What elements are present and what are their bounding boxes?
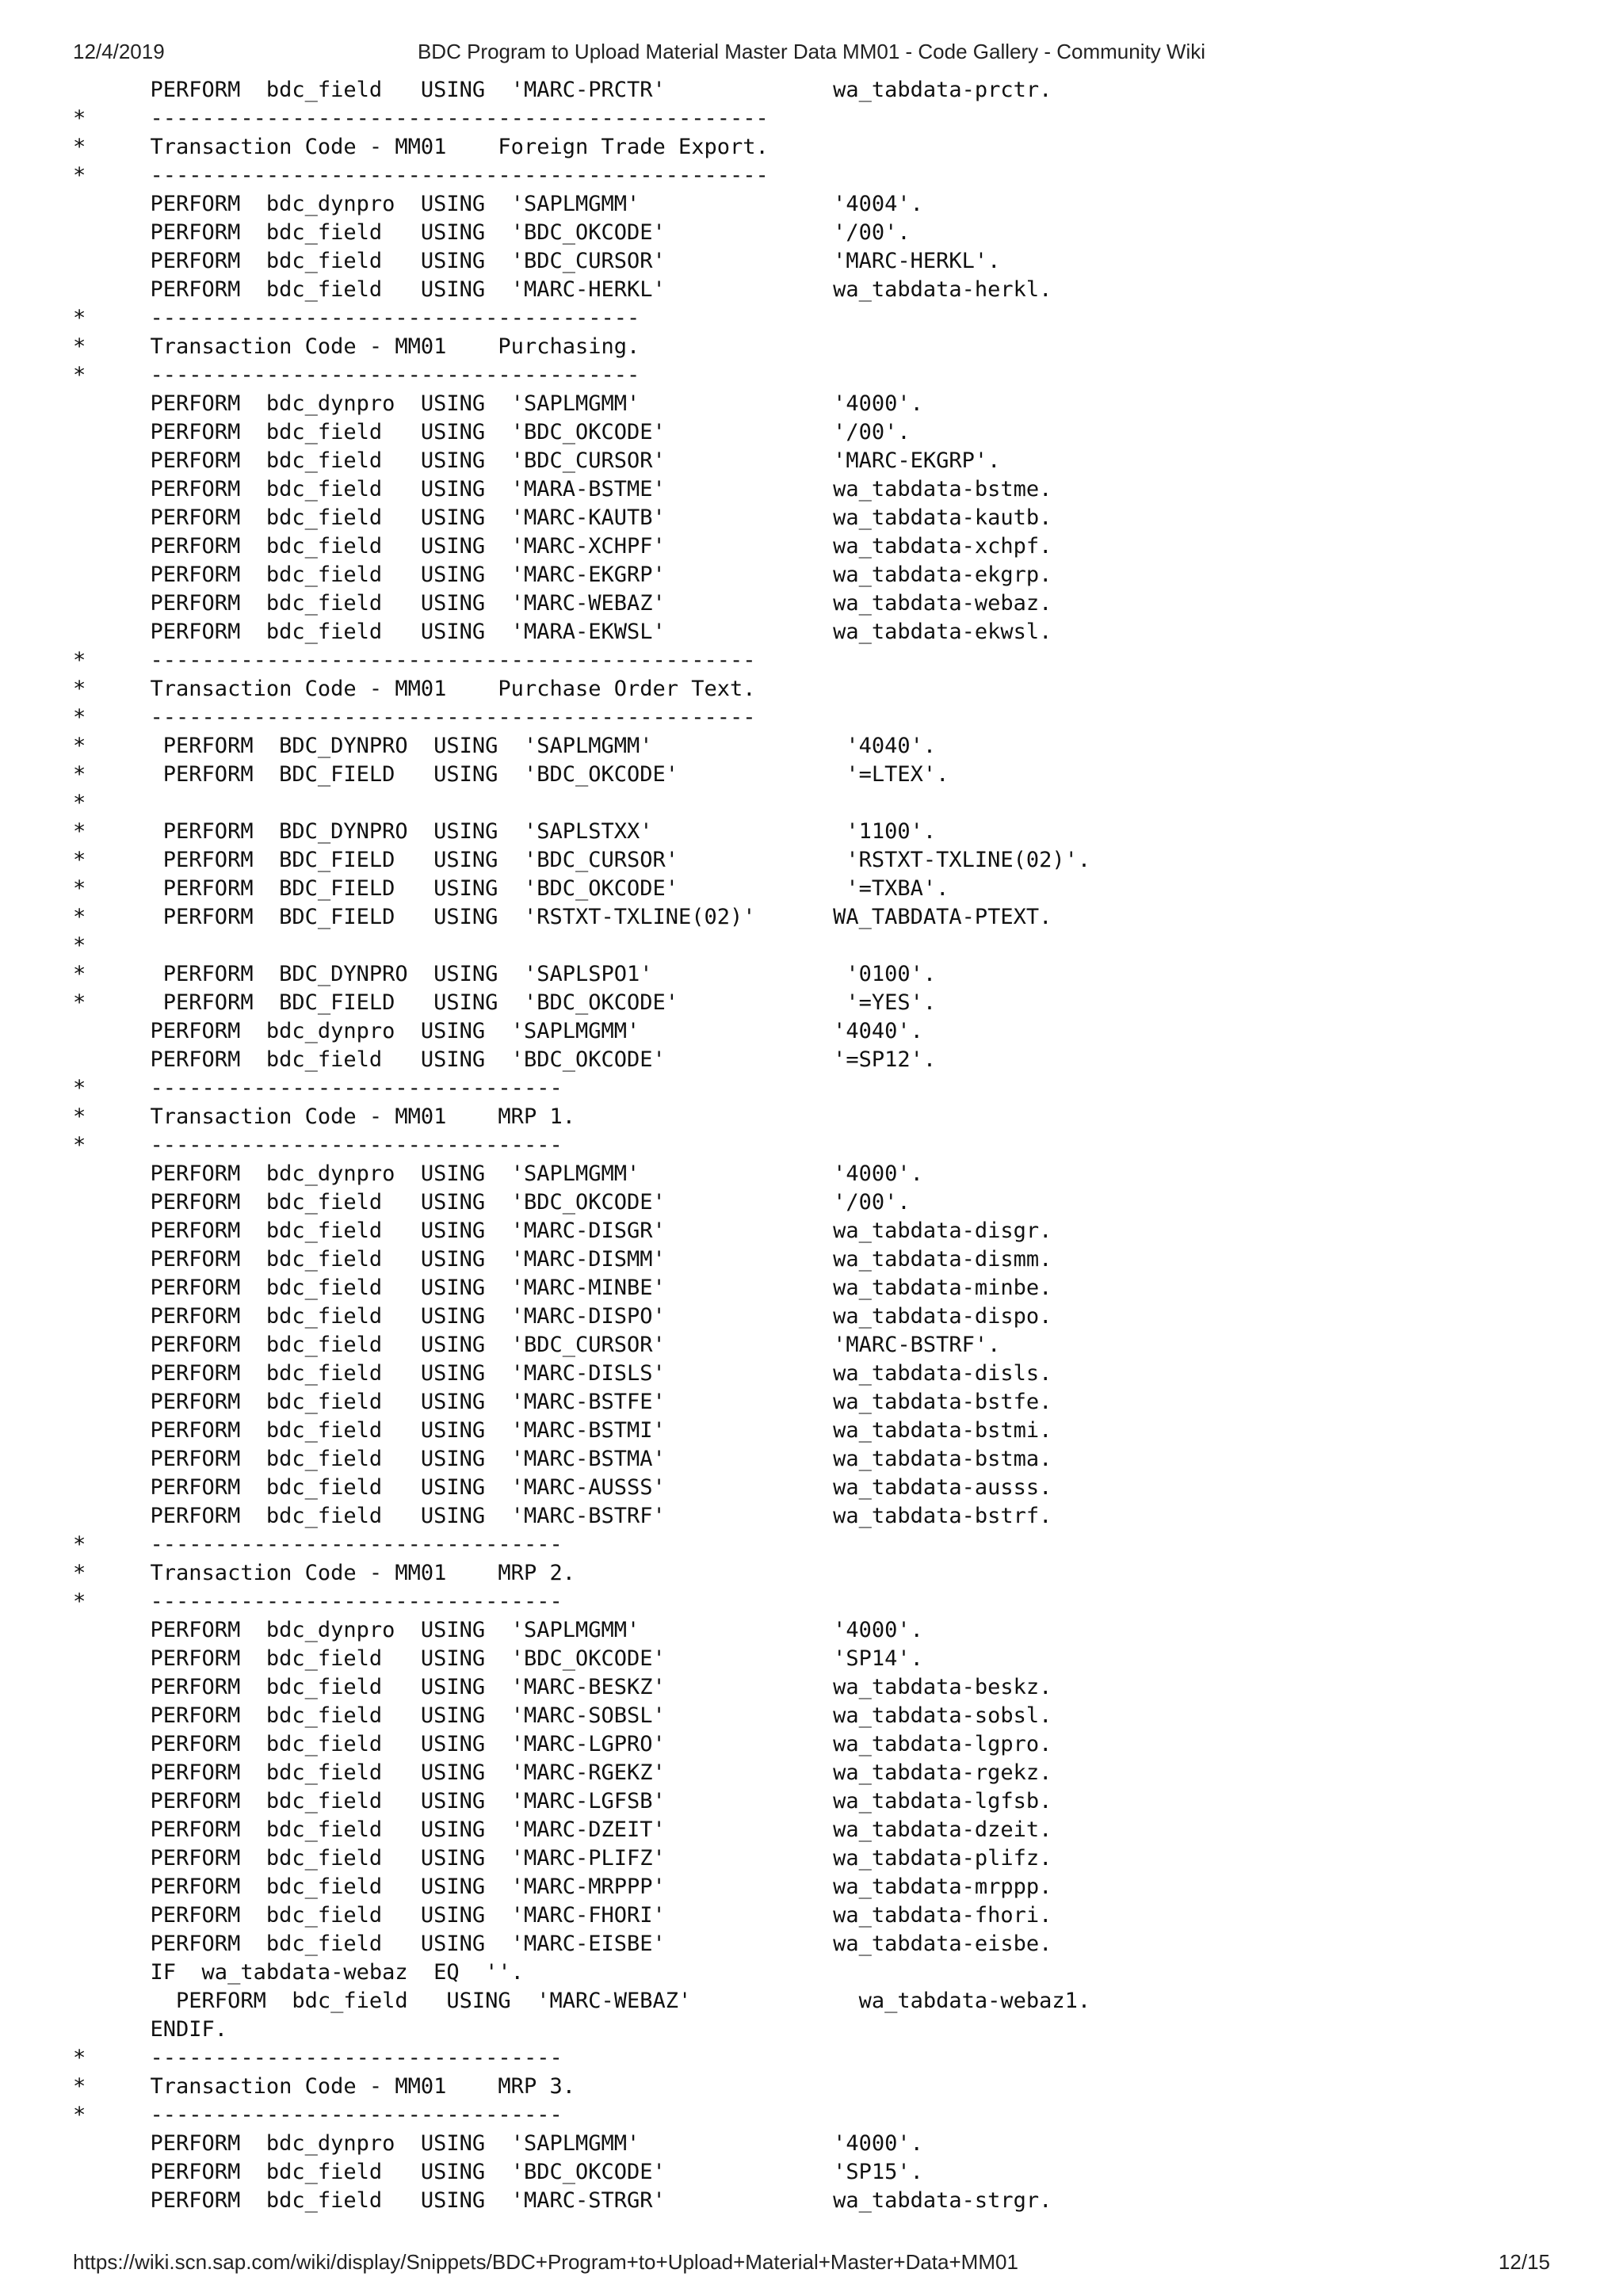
code-line: PERFORM bdc_field USING 'BDC_OKCODE' '=SP12'.	[73, 1047, 937, 1072]
code-line: * Transaction Code - MM01 Foreign Trade Export.	[73, 135, 769, 159]
code-line: PERFORM bdc_field USING 'MARC-MRPPP' wa_tabdata-mrppp.	[73, 1875, 1052, 1899]
code-line: PERFORM bdc_field USING 'MARC-STRGR' wa_tabdata-strgr.	[73, 2188, 1052, 2213]
code-line: * Transaction Code - MM01 MRP 1.	[73, 1104, 575, 1129]
code-line: PERFORM bdc_field USING 'BDC_CURSOR' 'MARC-HERKL'.	[73, 249, 1001, 273]
code-line: PERFORM bdc_field USING 'BDC_CURSOR' 'MARC-EKGRP'.	[73, 448, 1001, 473]
code-line: * PERFORM BDC_FIELD USING 'BDC_CURSOR' 'RSTXT-TXLINE(02)'.	[73, 848, 1091, 872]
code-line: * PERFORM BDC_DYNPRO USING 'SAPLSTXX' '1100'.	[73, 819, 937, 844]
code-line: IF wa_tabdata-webaz EQ ''.	[73, 1960, 524, 1985]
code-line: PERFORM bdc_field USING 'BDC_OKCODE' 'SP14'.	[73, 1646, 923, 1671]
code-line: PERFORM bdc_field USING 'MARC-LGPRO' wa_tabdata-lgpro.	[73, 1732, 1052, 1756]
code-line: PERFORM bdc_field USING 'MARC-MINBE' wa_tabdata-minbe.	[73, 1276, 1052, 1300]
code-line: PERFORM bdc_field USING 'MARC-DISPO' wa_tabdata-dispo.	[73, 1304, 1052, 1329]
code-line: PERFORM bdc_field USING 'BDC_OKCODE' '/00'.	[73, 1190, 911, 1215]
code-line: * ------------------------------------------------	[73, 106, 769, 131]
page-title: BDC Program to Upload Material Master Data MM01 - Code Gallery - Community Wiki	[417, 40, 1206, 63]
code-line: PERFORM bdc_field USING 'MARC-BSTMI' wa_tabdata-bstmi.	[73, 1418, 1052, 1443]
code-line: * Transaction Code - MM01 Purchase Order Text.	[73, 677, 756, 701]
code-line: PERFORM bdc_field USING 'BDC_OKCODE' '/00'.	[73, 220, 911, 245]
code-line: * --------------------------------	[73, 1532, 563, 1557]
code-line: PERFORM bdc_field USING 'MARC-EKGRP' wa_tabdata-ekgrp.	[73, 563, 1052, 587]
code-line: PERFORM bdc_field USING 'MARC-BSTRF' wa_tabdata-bstrf.	[73, 1504, 1052, 1528]
code-line: * Transaction Code - MM01 Purchasing.	[73, 334, 640, 359]
code-line: PERFORM bdc_field USING 'MARC-DZEIT' wa_tabdata-dzeit.	[73, 1817, 1052, 1842]
code-listing	[73, 76, 1579, 2215]
code-line: * PERFORM BDC_DYNPRO USING 'SAPLSPO1' '0100'.	[73, 962, 937, 986]
code-line: PERFORM bdc_field USING 'MARC-PRCTR' wa_tabdata-prctr.	[73, 78, 1052, 102]
code-line: PERFORM bdc_field USING 'MARC-LGFSB' wa_tabdata-lgfsb.	[73, 1789, 1052, 1814]
code-line: PERFORM bdc_field USING 'MARC-RGEKZ' wa_tabdata-rgekz.	[73, 1760, 1052, 1785]
code-line: PERFORM bdc_field USING 'MARC-AUSSS' wa_tabdata-ausss.	[73, 1475, 1052, 1500]
code-line: *	[73, 791, 86, 815]
code-line: PERFORM bdc_dynpro USING 'SAPLMGMM' '4000'.	[73, 1161, 923, 1186]
code-line: ENDIF.	[73, 2017, 228, 2042]
code-line: PERFORM bdc_field USING 'MARC-WEBAZ' wa_tabdata-webaz1.	[73, 1989, 1091, 2013]
code-line: * PERFORM BDC_FIELD USING 'BDC_OKCODE' '=YES'.	[73, 990, 937, 1015]
code-line: * PERFORM BDC_FIELD USING 'BDC_OKCODE' '=LTEX'.	[73, 762, 949, 787]
code-line: PERFORM bdc_dynpro USING 'SAPLMGMM' '4040'.	[73, 1019, 923, 1043]
code-line: PERFORM bdc_field USING 'MARC-BSTFE' wa_tabdata-bstfe.	[73, 1390, 1052, 1414]
code-line: PERFORM bdc_field USING 'MARA-EKWSL' wa_tabdata-ekwsl.	[73, 620, 1052, 644]
code-line: * --------------------------------	[73, 1133, 563, 1158]
code-line: PERFORM bdc_field USING 'MARC-BESKZ' wa_tabdata-beskz.	[73, 1675, 1052, 1699]
code-line: PERFORM bdc_field USING 'BDC_OKCODE' '/00'.	[73, 420, 911, 444]
code-line: *	[73, 933, 86, 958]
code-line: * --------------------------------------	[73, 306, 640, 330]
code-line: PERFORM bdc_field USING 'MARC-KAUTB' wa_tabdata-kautb.	[73, 505, 1052, 530]
code-line: PERFORM bdc_field USING 'MARC-HERKL' wa_tabdata-herkl.	[73, 277, 1052, 302]
code-line: PERFORM bdc_field USING 'MARC-EISBE' wa_tabdata-eisbe.	[73, 1932, 1052, 1956]
page-url: https://wiki.scn.sap.com/wiki/display/Snippets/BDC+Program+to+Upload+Material+Master+Data+MM01	[73, 2250, 1018, 2274]
code-line: PERFORM bdc_dynpro USING 'SAPLMGMM' '4004'.	[73, 192, 923, 216]
code-line: * Transaction Code - MM01 MRP 3.	[73, 2074, 575, 2099]
code-line: * ------------------------------------------------	[73, 163, 769, 188]
code-line: * --------------------------------	[73, 1589, 563, 1614]
code-line: * -----------------------------------------------	[73, 705, 756, 730]
code-line: * PERFORM BDC_DYNPRO USING 'SAPLMGMM' '4040'.	[73, 734, 937, 758]
code-line: * --------------------------------	[73, 1076, 563, 1100]
code-line: PERFORM bdc_field USING 'MARC-PLIFZ' wa_tabdata-plifz.	[73, 1846, 1052, 1871]
code-line: PERFORM bdc_field USING 'MARC-FHORI' wa_tabdata-fhori.	[73, 1903, 1052, 1928]
code-line: * --------------------------------	[73, 2103, 563, 2127]
code-line: PERFORM bdc_dynpro USING 'SAPLMGMM' '4000'.	[73, 2131, 923, 2156]
code-line: * --------------------------------------	[73, 363, 640, 387]
code-line: * -----------------------------------------------	[73, 648, 756, 673]
code-line: PERFORM bdc_field USING 'MARC-XCHPF' wa_tabdata-xchpf.	[73, 534, 1052, 559]
code-line: * PERFORM BDC_FIELD USING 'RSTXT-TXLINE(02)' WA_TABDATA-PTEXT.	[73, 905, 1052, 929]
code-line: PERFORM bdc_field USING 'MARA-BSTME' wa_tabdata-bstme.	[73, 477, 1052, 502]
code-line: PERFORM bdc_field USING 'MARC-SOBSL' wa_tabdata-sobsl.	[73, 1703, 1052, 1728]
code-line: PERFORM bdc_field USING 'MARC-DISMM' wa_tabdata-dismm.	[73, 1247, 1052, 1272]
code-line: PERFORM bdc_dynpro USING 'SAPLMGMM' '4000'.	[73, 1618, 923, 1642]
code-line: * Transaction Code - MM01 MRP 2.	[73, 1561, 575, 1585]
code-line: PERFORM bdc_field USING 'MARC-DISLS' wa_tabdata-disls.	[73, 1361, 1052, 1386]
code-line: PERFORM bdc_dynpro USING 'SAPLMGMM' '4000'.	[73, 391, 923, 416]
code-line: * PERFORM BDC_FIELD USING 'BDC_OKCODE' '=TXBA'.	[73, 876, 949, 901]
code-line: PERFORM bdc_field USING 'BDC_CURSOR' 'MARC-BSTRF'.	[73, 1333, 1001, 1357]
code-line: * --------------------------------	[73, 2046, 563, 2070]
code-line: PERFORM bdc_field USING 'MARC-WEBAZ' wa_tabdata-webaz.	[73, 591, 1052, 616]
code-line: PERFORM bdc_field USING 'MARC-DISGR' wa_tabdata-disgr.	[73, 1219, 1052, 1243]
page-number: 12/15	[1498, 2250, 1550, 2274]
print-date: 12/4/2019	[73, 40, 165, 63]
code-line: PERFORM bdc_field USING 'MARC-BSTMA' wa_tabdata-bstma.	[73, 1447, 1052, 1471]
code-line: PERFORM bdc_field USING 'BDC_OKCODE' 'SP15'.	[73, 2160, 923, 2184]
